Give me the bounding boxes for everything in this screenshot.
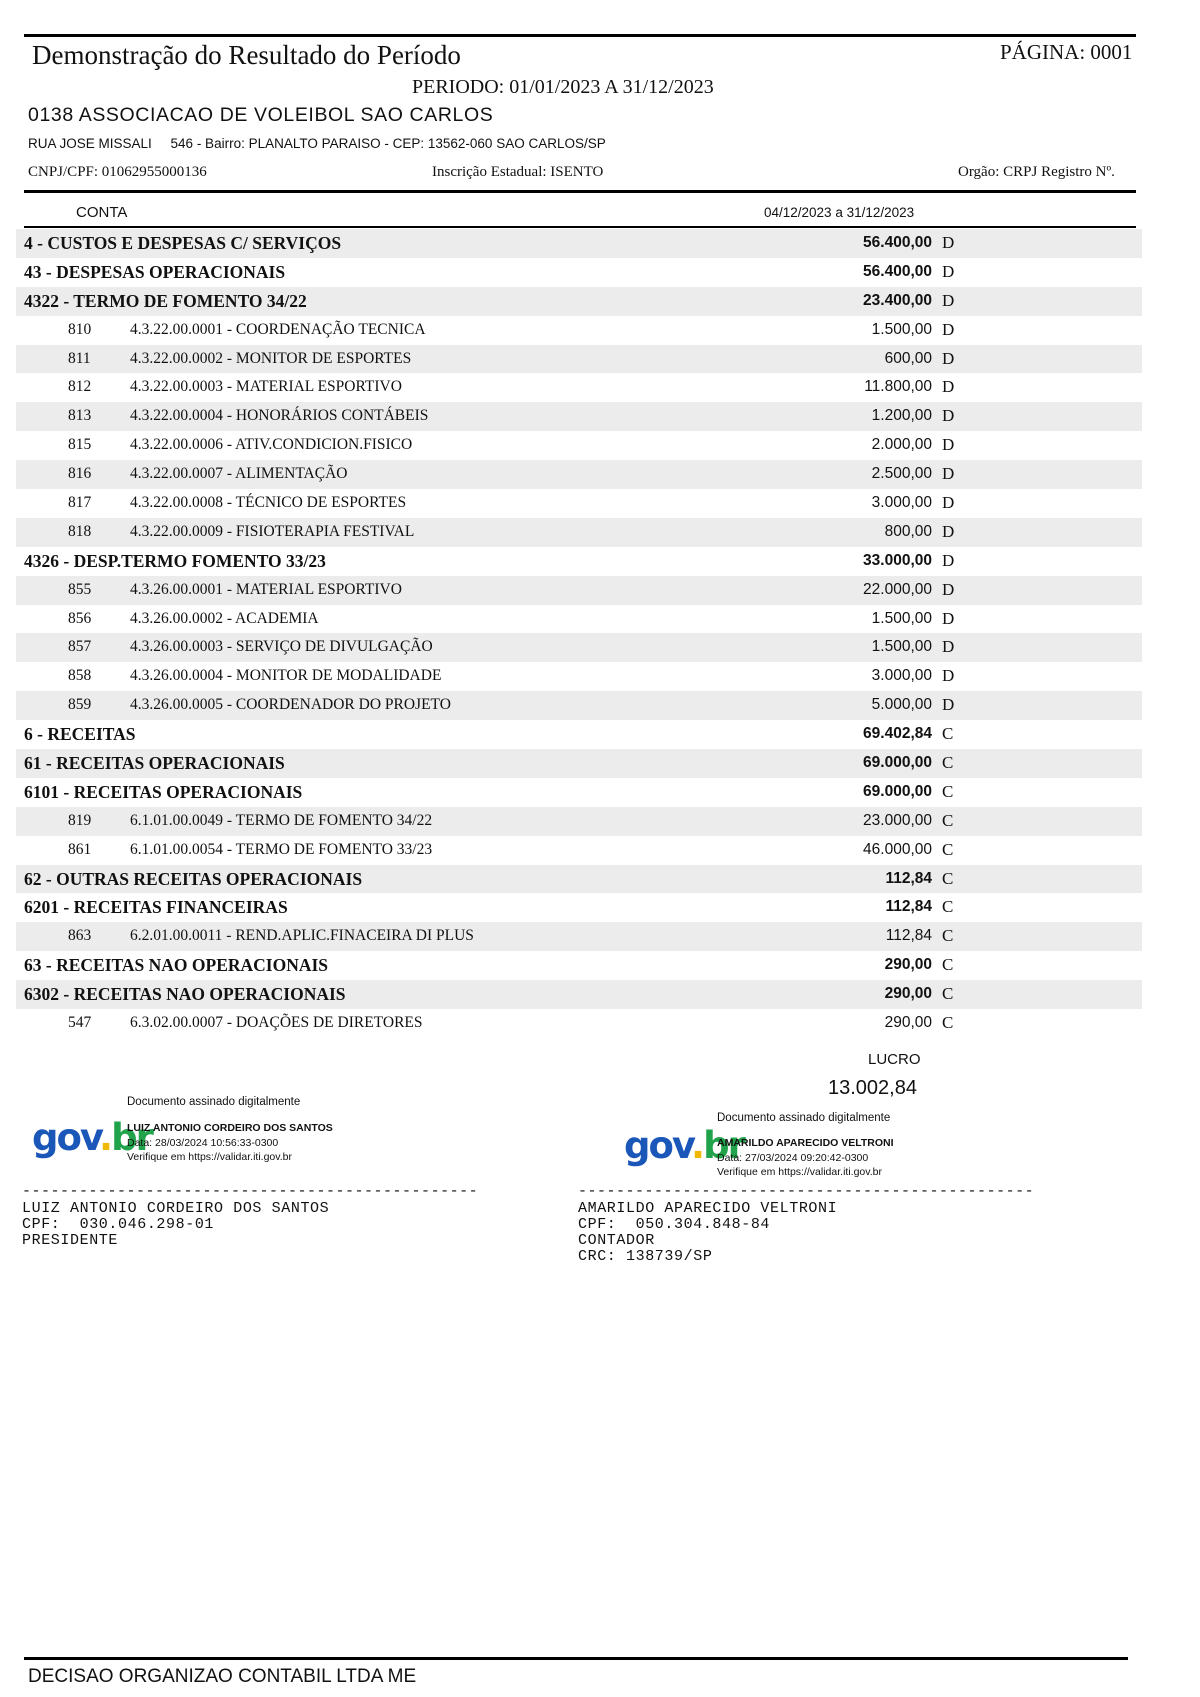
account-amount: 112,84 xyxy=(885,927,932,945)
account-code: 813 xyxy=(68,407,92,425)
account-code: 810 xyxy=(68,320,92,338)
signature-line-1: ------------------------------------------------ xyxy=(22,1183,479,1200)
account-group-label: 63 - RECEITAS NAO OPERACIONAIS xyxy=(24,955,329,976)
account-group-label: 4 - CUSTOS E DESPESAS C/ SERVIÇOS xyxy=(24,233,342,253)
account-description: 4.3.26.00.0005 - COORDENADOR DO PROJETO xyxy=(130,696,451,714)
account-description: 4.3.22.00.0003 - MATERIAL ESPORTIVO xyxy=(130,378,402,396)
account-amount: 800,00 xyxy=(884,522,932,540)
account-amount: 3.000,00 xyxy=(871,494,932,512)
debit-credit-flag: D xyxy=(942,406,955,426)
signature-header: Documento assinado digitalmente xyxy=(127,1096,301,1108)
account-amount: 5.000,00 xyxy=(871,696,932,714)
footer-company: DECISAO ORGANIZAO CONTABIL LTDA ME xyxy=(28,1666,417,1687)
account-amount: 69.000,00 xyxy=(863,782,932,800)
debit-credit-flag: C xyxy=(942,984,954,1004)
debit-credit-flag: D xyxy=(942,666,955,686)
account-description: 4.3.22.00.0001 - COORDENAÇÃO TECNICA xyxy=(130,320,426,338)
account-group-row xyxy=(16,778,1142,807)
account-item-row xyxy=(16,922,1142,951)
account-item-row xyxy=(16,345,1142,374)
debit-credit-flag: D xyxy=(942,261,955,281)
registry-organ: Orgão: CRPJ Registro Nº. xyxy=(958,164,1115,180)
account-code: 815 xyxy=(68,436,92,454)
signature-signer: AMARILDO APARECIDO VELTRONI xyxy=(717,1137,894,1149)
debit-credit-flag: D xyxy=(942,435,955,455)
account-item-row xyxy=(16,576,1142,605)
account-code: 547 xyxy=(68,1014,92,1032)
account-group-label: 6 - RECEITAS xyxy=(24,724,136,745)
account-amount: 2.000,00 xyxy=(871,436,932,454)
account-amount: 112,84 xyxy=(885,898,932,916)
column-header-conta: CONTA xyxy=(76,204,128,221)
account-code: 817 xyxy=(68,494,92,512)
account-code: 863 xyxy=(68,927,92,945)
account-code: 812 xyxy=(68,378,92,396)
account-item-row xyxy=(16,633,1142,662)
signer-2-name: AMARILDO APARECIDO VELTRONI xyxy=(578,1200,838,1217)
account-group-row xyxy=(16,951,1142,980)
signer-1-role: PRESIDENTE xyxy=(22,1232,119,1249)
account-group-label: 6302 - RECEITAS NAO OPERACIONAIS xyxy=(24,984,346,1005)
account-group-label: 61 - RECEITAS OPERACIONAIS xyxy=(24,753,285,774)
account-code: 861 xyxy=(68,840,92,858)
account-item-row xyxy=(16,373,1142,402)
account-description: 4.3.26.00.0001 - MATERIAL ESPORTIVO xyxy=(130,580,402,598)
account-group-row xyxy=(16,749,1142,778)
account-amount: 23.000,00 xyxy=(863,811,932,829)
debit-credit-flag: C xyxy=(942,926,954,946)
signature-line-2: ------------------------------------------------ xyxy=(578,1183,1035,1200)
signer-1-name: LUIZ ANTONIO CORDEIRO DOS SANTOS xyxy=(22,1200,330,1217)
account-amount: 112,84 xyxy=(885,869,932,887)
account-amount: 1.500,00 xyxy=(871,320,932,338)
account-code: 858 xyxy=(68,667,92,685)
account-group-label: 4322 - TERMO DE FOMENTO 34/22 xyxy=(24,290,307,311)
account-description: 6.2.01.00.0011 - REND.APLIC.FINACEIRA DI PLUS xyxy=(130,927,474,945)
debit-credit-flag: C xyxy=(942,1013,954,1033)
account-amount: 600,00 xyxy=(884,349,932,367)
debit-credit-flag: D xyxy=(942,608,955,628)
account-description: 4.3.22.00.0004 - HONORÁRIOS CONTÁBEIS xyxy=(130,407,429,425)
account-item-row xyxy=(16,489,1142,518)
debit-credit-flag: D xyxy=(942,550,955,570)
account-group-row xyxy=(16,258,1142,287)
debit-credit-flag: C xyxy=(942,955,954,975)
account-item-row xyxy=(16,605,1142,634)
account-amount: 56.400,00 xyxy=(863,234,932,251)
signature-verify: Verifique em https://validar.iti.gov.br xyxy=(717,1166,882,1178)
account-item-row xyxy=(16,460,1142,489)
debit-credit-flag: D xyxy=(942,319,955,339)
result-label: LUCRO xyxy=(868,1051,921,1068)
account-amount: 23.400,00 xyxy=(863,291,932,309)
gov-br-logo: gov.br xyxy=(624,1124,744,1167)
account-description: 4.3.22.00.0007 - ALIMENTAÇÃO xyxy=(130,465,348,483)
account-group-row xyxy=(16,893,1142,922)
account-description: 4.3.22.00.0002 - MONITOR DE ESPORTES xyxy=(130,349,412,367)
account-code: 857 xyxy=(68,638,92,656)
account-code: 856 xyxy=(68,609,92,627)
account-amount: 33.000,00 xyxy=(863,551,932,569)
account-amount: 22.000,00 xyxy=(863,580,932,598)
account-code: 855 xyxy=(68,580,92,598)
account-amount: 69.000,00 xyxy=(863,754,932,772)
account-group-label: 6201 - RECEITAS FINANCEIRAS xyxy=(24,897,288,918)
account-item-row xyxy=(16,836,1142,865)
account-description: 4.3.22.00.0006 - ATIV.CONDICION.FISICO xyxy=(130,436,413,454)
signature-signer: LUIZ ANTONIO CORDEIRO DOS SANTOS xyxy=(127,1122,333,1134)
account-group-row xyxy=(16,980,1142,1009)
page-number: PÁGINA: 0001 xyxy=(1000,40,1133,64)
signer-2-cpf: CPF: 050.304.848-84 xyxy=(578,1216,771,1233)
report-period: PERIODO: 01/01/2023 A 31/12/2023 xyxy=(412,76,714,98)
account-description: 6.1.01.00.0049 - TERMO DE FOMENTO 34/22 xyxy=(130,811,433,829)
account-item-row xyxy=(16,402,1142,431)
debit-credit-flag: D xyxy=(942,233,955,252)
account-group-label: 6101 - RECEITAS OPERACIONAIS xyxy=(24,781,303,802)
debit-credit-flag: D xyxy=(942,290,955,310)
account-item-row xyxy=(16,316,1142,345)
account-group-row xyxy=(16,229,1142,258)
debit-credit-flag: C xyxy=(942,724,954,744)
debit-credit-flag: C xyxy=(942,868,954,888)
debit-credit-flag: D xyxy=(942,637,955,657)
result-value: 13.002,84 xyxy=(828,1077,917,1099)
account-item-row xyxy=(16,691,1142,720)
account-amount: 56.400,00 xyxy=(863,262,932,280)
account-description: 4.3.26.00.0004 - MONITOR DE MODALIDADE xyxy=(130,667,442,685)
signer-2-crc: CRC: 138739/SP xyxy=(578,1248,713,1265)
column-header-rule xyxy=(24,226,1136,228)
account-description: 6.1.01.00.0054 - TERMO DE FOMENTO 33/23 xyxy=(130,840,433,858)
account-code: 818 xyxy=(68,522,92,540)
account-code: 819 xyxy=(68,811,92,829)
state-registration: Inscrição Estadual: ISENTO xyxy=(432,164,604,180)
account-item-row xyxy=(16,807,1142,836)
account-description: 6.3.02.00.0007 - DOAÇÕES DE DIRETORES xyxy=(130,1014,423,1032)
debit-credit-flag: D xyxy=(942,579,955,599)
digital-signature-2 xyxy=(624,1112,964,1182)
account-group-label: 62 - OUTRAS RECEITAS OPERACIONAIS xyxy=(24,868,363,889)
account-description: 4.3.22.00.0008 - TÉCNICO DE ESPORTES xyxy=(130,494,407,512)
account-item-row xyxy=(16,1009,1142,1038)
account-table xyxy=(16,229,1142,1038)
debit-credit-flag: C xyxy=(942,810,954,830)
account-description: 4.3.26.00.0003 - SERVIÇO DE DIVULGAÇÃO xyxy=(130,638,433,656)
footer-rule xyxy=(24,1657,1128,1660)
account-amount: 1.500,00 xyxy=(871,609,932,627)
account-item-row xyxy=(16,518,1142,547)
company-address: RUA JOSE MISSALI 546 - Bairro: PLANALTO PARAISO - CEP: 13562-060 SAO CARLOS/SP xyxy=(28,136,606,151)
signer-2-role: CONTADOR xyxy=(578,1232,655,1249)
account-group-row xyxy=(16,547,1142,576)
debit-credit-flag: D xyxy=(942,493,955,513)
account-item-row xyxy=(16,431,1142,460)
account-code: 859 xyxy=(68,696,92,714)
account-code: 816 xyxy=(68,465,92,483)
account-amount: 69.402,84 xyxy=(863,725,932,743)
account-amount: 46.000,00 xyxy=(863,840,932,858)
account-amount: 2.500,00 xyxy=(871,465,932,483)
account-item-row xyxy=(16,662,1142,691)
account-group-row xyxy=(16,865,1142,894)
account-amount: 1.500,00 xyxy=(871,638,932,656)
account-code: 811 xyxy=(68,349,91,367)
debit-credit-flag: D xyxy=(942,521,955,541)
header-rule xyxy=(24,190,1136,193)
account-group-row xyxy=(16,287,1142,316)
signature-header: Documento assinado digitalmente xyxy=(717,1112,891,1124)
account-amount: 290,00 xyxy=(884,956,932,974)
debit-credit-flag: C xyxy=(942,781,954,801)
debit-credit-flag: D xyxy=(942,464,955,484)
account-description: 4.3.22.00.0009 - FISIOTERAPIA FESTIVAL xyxy=(130,522,415,540)
debit-credit-flag: D xyxy=(942,695,955,715)
account-amount: 1.200,00 xyxy=(871,407,932,425)
signature-date: Data: 28/03/2024 10:56:33-0300 xyxy=(127,1137,279,1149)
account-amount: 11.800,00 xyxy=(864,378,932,396)
account-amount: 3.000,00 xyxy=(871,667,932,685)
debit-credit-flag: D xyxy=(942,348,955,368)
cnpj: CNPJ/CPF: 01062955000136 xyxy=(28,164,207,180)
debit-credit-flag: D xyxy=(942,377,955,397)
document-title: Demonstração do Resultado do Período xyxy=(32,40,461,70)
debit-credit-flag: C xyxy=(942,897,954,917)
signer-1-cpf: CPF: 030.046.298-01 xyxy=(22,1216,215,1233)
signature-date: Data: 27/03/2024 09:20:42-0300 xyxy=(717,1152,869,1164)
account-amount: 290,00 xyxy=(884,1014,932,1032)
account-amount: 290,00 xyxy=(884,985,932,1003)
debit-credit-flag: C xyxy=(942,753,954,773)
signature-verify: Verifique em https://validar.iti.gov.br xyxy=(127,1151,292,1163)
account-group-label: 4326 - DESP.TERMO FOMENTO 33/23 xyxy=(24,550,326,571)
column-header-period: 04/12/2023 a 31/12/2023 xyxy=(764,205,915,220)
account-group-label: 43 - DESPESAS OPERACIONAIS xyxy=(24,261,286,282)
digital-signature-1 xyxy=(32,1096,392,1166)
gov-br-logo: gov.br xyxy=(32,1116,152,1159)
debit-credit-flag: C xyxy=(942,839,954,859)
account-description: 4.3.26.00.0002 - ACADEMIA xyxy=(130,609,319,627)
top-rule xyxy=(24,34,1136,37)
company-name: 0138 ASSOCIACAO DE VOLEIBOL SAO CARLOS xyxy=(28,104,494,126)
account-group-row xyxy=(16,720,1142,749)
